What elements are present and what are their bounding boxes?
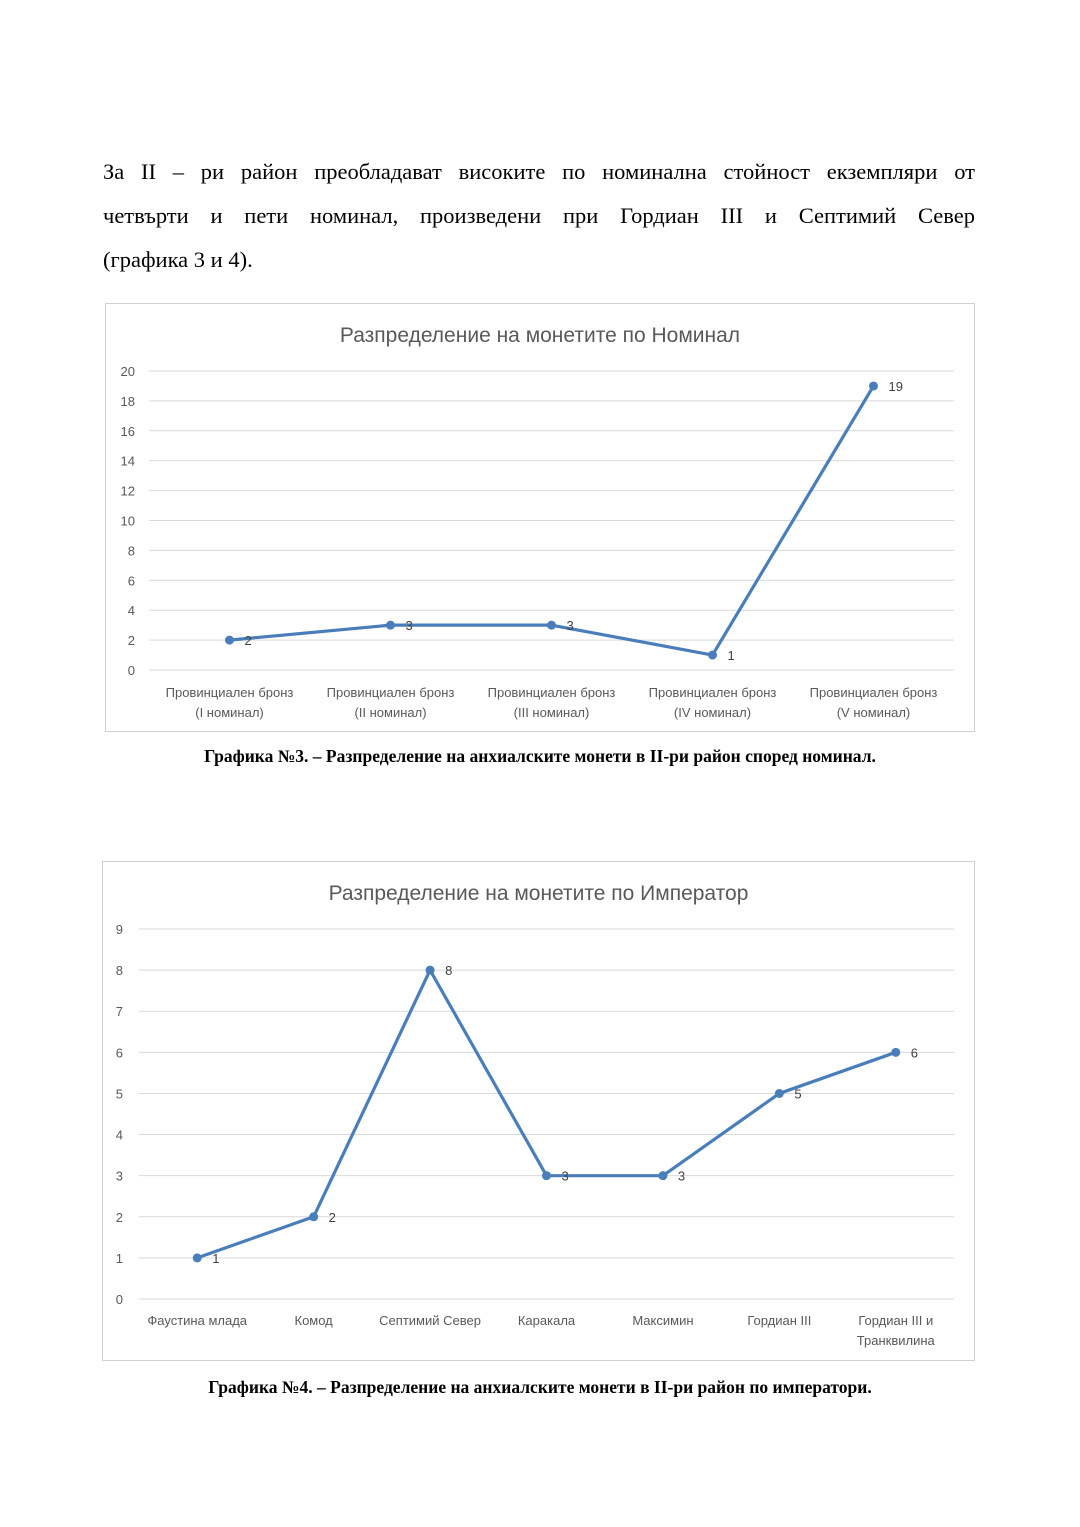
y-tick-label: 2 [127, 633, 135, 649]
y-tick-label: 0 [127, 663, 135, 678]
data-label: 6 [910, 1045, 919, 1061]
series-line [197, 970, 896, 1258]
x-category-label: (IV номинал) [673, 705, 752, 720]
y-tick-label: 8 [115, 963, 123, 979]
x-category-label: Провинциален бронз [165, 685, 294, 700]
y-tick-label: 0 [115, 1292, 123, 1307]
chart-nominal-svg [106, 304, 974, 731]
y-tick-label: 6 [115, 1045, 123, 1061]
y-tick-label: 16 [120, 423, 135, 439]
paragraph-line: (графика 3 и 4). [103, 247, 253, 272]
x-category-label: Гордиан III и [858, 1313, 934, 1328]
x-category-label: Провинциален бронз [487, 685, 616, 700]
x-category-label: Каракала [517, 1313, 576, 1328]
y-tick-label: 7 [115, 1004, 123, 1020]
x-category-label: Гордиан III [747, 1313, 812, 1328]
data-point [658, 1171, 667, 1180]
x-category-label: Провинциален бронз [648, 685, 777, 700]
data-point [309, 1212, 318, 1221]
y-tick-label: 8 [127, 543, 135, 559]
y-tick-label: 14 [120, 453, 135, 469]
data-label: 3 [566, 618, 574, 634]
y-tick-label: 6 [127, 573, 135, 589]
data-point [386, 621, 395, 630]
data-label: 5 [794, 1086, 802, 1102]
data-point [193, 1253, 202, 1262]
y-tick-label: 2 [115, 1209, 123, 1225]
chart-title: Разпределение на монетите по Номинал [339, 324, 741, 347]
x-category-label: (I номинал) [195, 705, 264, 720]
chart-emperor [102, 861, 975, 1361]
x-category-label: Комод [294, 1313, 333, 1328]
caption-chart-4: Графика №4. – Разпределение на анхиалските монети в II-ри район по императори. [208, 1377, 872, 1397]
data-label: 3 [405, 618, 413, 634]
y-tick-label: 4 [115, 1127, 123, 1143]
data-label: 19 [888, 378, 903, 394]
data-point [869, 381, 878, 390]
y-tick-label: 20 [120, 364, 135, 379]
caption-chart-3: Графика №3. – Разпределение на анхиалските монети в II-ри район според номинал. [204, 746, 876, 766]
x-category-label: Фаустина млада [147, 1313, 248, 1328]
chart-emperor-svg [103, 862, 974, 1360]
x-category-label: Максимин [632, 1313, 694, 1328]
intro-paragraph [103, 150, 975, 282]
y-tick-label: 18 [120, 393, 135, 409]
chart-nominal [105, 303, 975, 732]
x-category-label: (V номинал) [836, 705, 911, 720]
x-category-label: Провинциален бронз [809, 685, 938, 700]
y-tick-label: 5 [115, 1086, 123, 1102]
data-point [708, 651, 717, 660]
y-tick-label: 4 [127, 603, 135, 619]
paragraph-line: За II – ри район преобладават високите по номинална стойност екземпляри от [103, 159, 975, 184]
y-tick-label: 10 [120, 513, 135, 529]
x-category-label: Провинциален бронз [326, 685, 455, 700]
x-category-label: Септимий Север [379, 1313, 481, 1328]
paragraph-line: четвърти и пети номинал, произведени при Гордиан III и Септимий Север [103, 203, 975, 228]
data-label: 1 [212, 1250, 220, 1266]
data-point [542, 1171, 551, 1180]
data-label: 3 [561, 1168, 569, 1184]
data-label: 3 [677, 1168, 686, 1184]
data-point [426, 966, 435, 975]
data-label: 2 [328, 1209, 336, 1225]
y-tick-label: 12 [120, 483, 135, 499]
data-label: 8 [445, 963, 453, 979]
data-label: 2 [244, 633, 252, 649]
x-category-label: (II номинал) [354, 705, 427, 720]
data-point [891, 1048, 900, 1057]
data-label: 1 [727, 648, 735, 664]
x-category-label: (III номинал) [513, 705, 590, 720]
y-tick-label: 3 [115, 1168, 123, 1184]
y-tick-label: 1 [115, 1250, 123, 1266]
data-point [547, 621, 556, 630]
data-point [225, 636, 234, 645]
chart-title: Разпределение на монетите по Император [328, 882, 749, 905]
x-category-label: Транквилина [856, 1333, 935, 1348]
y-tick-label: 9 [115, 922, 123, 937]
data-point [775, 1089, 784, 1098]
